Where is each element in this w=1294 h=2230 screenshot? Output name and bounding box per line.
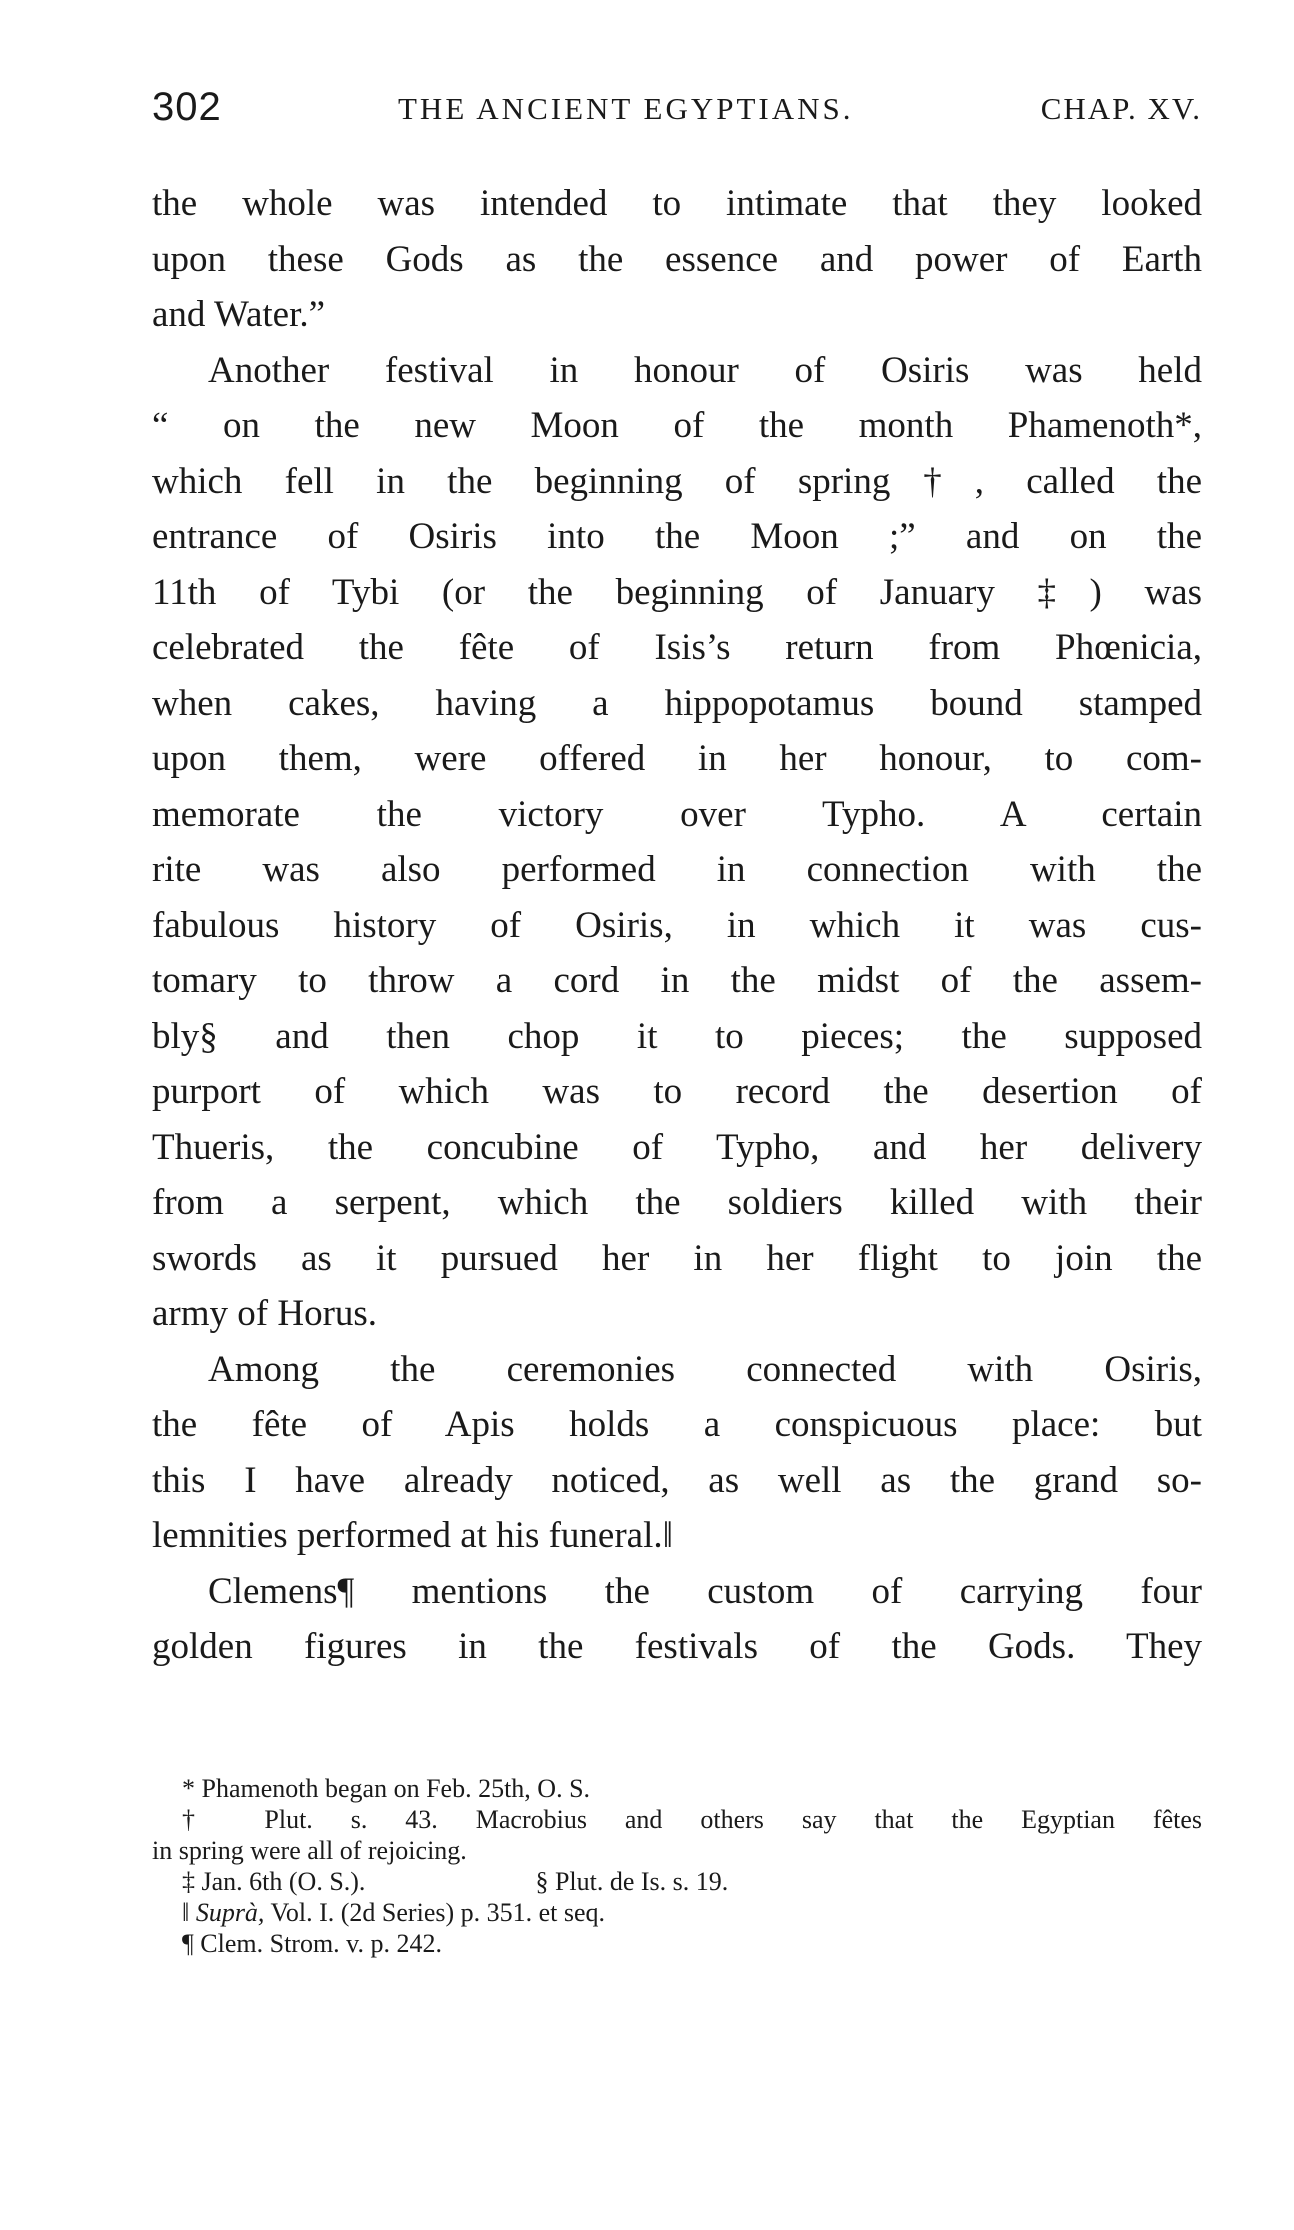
footnotes (152, 1773, 1202, 1959)
footnote-supra-mark: ‖ (182, 1898, 190, 1927)
text-line: and Water.” (152, 294, 326, 335)
footnote-jan-6th: ‡ Jan. 6th (O. S.). (182, 1867, 366, 1896)
footnote-supra-italic: Suprà, (195, 1898, 265, 1927)
text-line: army of Horus. (152, 1293, 378, 1334)
text-line: fabulous history of Osiris, in which it was cus- (152, 904, 1202, 946)
footnote-supra (152, 1897, 1202, 1928)
text-line: “ on the new Moon of the month Phamenoth*, (152, 405, 1202, 446)
text-line: Thueris, the concubine of Typho, and her delivery (152, 1126, 1202, 1168)
body-text (152, 176, 1202, 1675)
page-header (152, 82, 1202, 132)
text-line: upon them, were offered in her honour, to com- (152, 738, 1202, 779)
page-number: 302 (152, 85, 222, 129)
running-title: THE ANCIENT EGYPTIANS. (398, 91, 854, 126)
footnote-plutarch-43: † Plut. s. 43. Macrobius and others say that the Egyptian fêtes (182, 1805, 1202, 1834)
text-line: the whole was intended to intimate that they looked (152, 183, 1202, 224)
text-line: Another festival in honour of Osiris was held (208, 349, 1202, 391)
text-line: Clemens¶ mentions the custom of carrying four (208, 1570, 1202, 1612)
chapter-label: CHAP. XV. (1040, 91, 1202, 126)
text-line: tomary to throw a cord in the midst of the assem- (152, 960, 1202, 1001)
footnote-plutarch-19: § Plut. de Is. s. 19. (535, 1867, 729, 1896)
text-line: entrance of Osiris into the Moon ;” and on the (152, 516, 1202, 557)
text-line: this I have already noticed, as well as the grand so- (152, 1459, 1202, 1501)
text-line: purport of which was to record the desertion of (152, 1071, 1202, 1112)
text-line: swords as it pursued her in her flight to join the (152, 1237, 1202, 1279)
footnote-phamenoth: * Phamenoth began on Feb. 25th, O. S. (182, 1774, 591, 1803)
text-line: which fell in the beginning of spring†, called the (152, 460, 1202, 502)
text-line: rite was also performed in connection with the (152, 849, 1202, 890)
text-line: Among the ceremonies connected with Osiris, (208, 1348, 1202, 1390)
text-line: memorate the victory over Typho. A certain (152, 793, 1202, 835)
text-line: the fête of Apis holds a conspicuous place: but (152, 1404, 1202, 1445)
text-line: when cakes, having a hippopotamus bound stamped (152, 682, 1202, 724)
footnote-plutarch-43-cont: in spring were all of rejoicing. (152, 1836, 467, 1865)
text-line: golden figures in the festivals of the Gods. They (152, 1626, 1202, 1667)
text-line: celebrated the fête of Isis’s return from Phœnicia, (152, 627, 1202, 668)
footnote-clemens: ¶ Clem. Strom. v. p. 242. (182, 1929, 442, 1958)
text-line: 11th of Tybi (or the beginning of January ‡) was (152, 571, 1202, 613)
text-line: upon these Gods as the essence and power of Earth (152, 238, 1202, 280)
text-line: from a serpent, which the soldiers killed with their (152, 1182, 1202, 1223)
footnote-supra-rest: Vol. I. (2d Series) p. 351. et seq. (270, 1898, 606, 1927)
footnote-row-3-4 (152, 1866, 1202, 1897)
text-line: lemnities performed at his funeral.‖ (152, 1515, 674, 1556)
text-line: bly§ and then chop it to pieces; the supposed (152, 1015, 1202, 1057)
